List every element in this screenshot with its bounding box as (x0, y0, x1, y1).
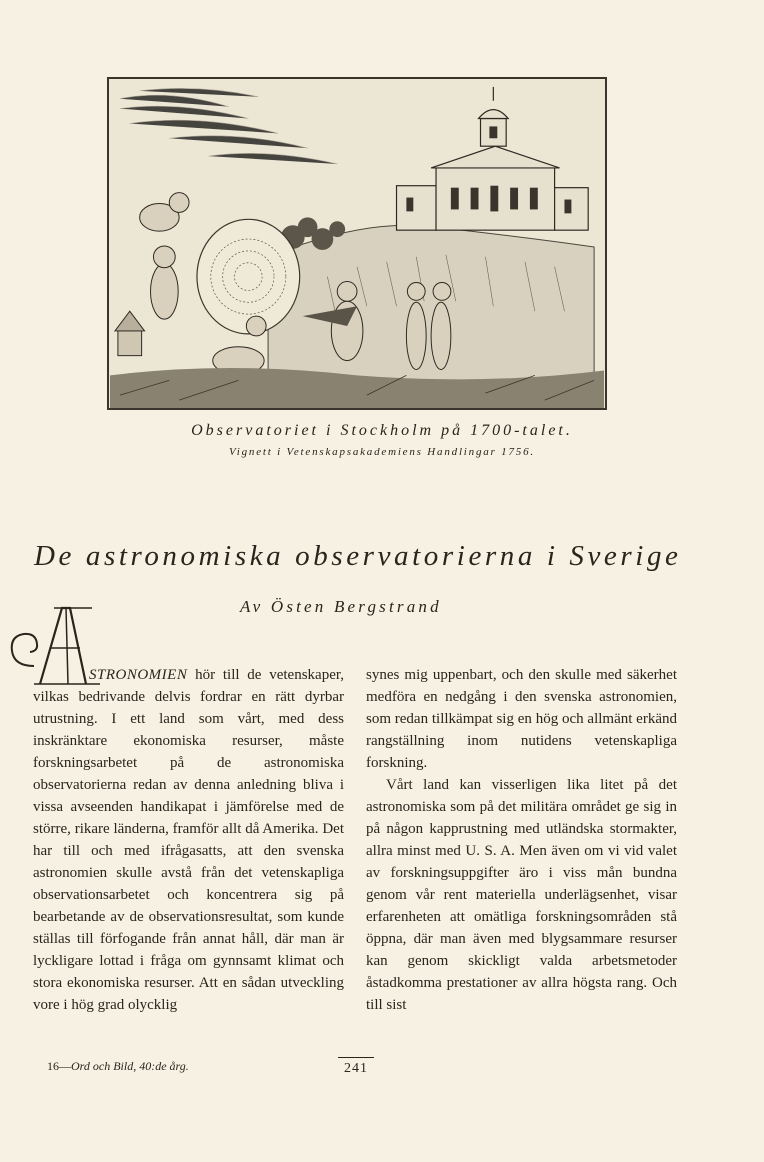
footer-signature (47, 1059, 189, 1074)
article-byline: Av Östen Bergstrand (240, 597, 442, 616)
lead-smallcaps: STRONOMIEN (89, 667, 188, 683)
lead-paragraph (33, 664, 344, 1016)
paragraph: Vårt land kan visserligen lika litet på det astronomiska som på det militära området ge sig in på någon kapprustning med utländska stormakter, allra minst med U. S. A. Men även om vi vid valet av forskningsuppgifter äro i viss mån bundna genom vår rent materiella underlägsenhet, visar erfarenheten att omätliga forskningsområden stå öppna, där man även med blygsammare resurser kan genom skickligt valda arbetsmetoder åstadkomma prestationer av allra högsta rang. Och till sist (366, 777, 677, 1013)
paragraph-continued: synes mig uppenbart, och den skulle med säkerhet medföra en nedgång i den svenska astronomien, som redan tillkämpat sig en hög och allmänt erkänd rangställning inom nutidens vetenskapliga forskning. (366, 667, 677, 771)
engraving-image (109, 79, 605, 408)
figure-caption: Observatoriet i Stockholm på 1700-talet. (191, 422, 573, 439)
observatory-illustration (107, 77, 607, 410)
figure-subcaption: Vignett i Vetenskapsakademiens Handlingar 1756. (229, 446, 535, 458)
text-column-left (33, 664, 344, 1016)
journal-source: Ord och Bild, 40:de årg. (71, 1059, 189, 1073)
article-title: De astronomiska observatorierna i Sverige (34, 540, 682, 572)
text-column-right (366, 664, 677, 1016)
lead-text: hör till de vetenskaper, vilkas bedrivande delvis fordrar en rätt dyrbar utrustning. I ett land som vårt, med dess inskränktare ekonomiska resurser, måste forskningsarbetet på de astronomiska observatorierna redan av denna anledning bliva i vissa avseenden handikapat i jämförelse med de större, rikare länderna, framför allt då Amerika. Det har till och med ifrågasatts, att den svenska astronomien skulle avstå från det vetenskapliga observationsarbetet och koncentrera sig på bearbetande av de observationsresultat, som kunde ställas till förfogande från annat håll, där man är lyckligare lottad i fråga om gynnsamt klimat och stora ekonomiska resurser. Att en sådan utveckling vore i hög grad olycklig (33, 667, 344, 1013)
page-number: 241 (338, 1057, 374, 1077)
signature-number: 16— (47, 1059, 71, 1073)
